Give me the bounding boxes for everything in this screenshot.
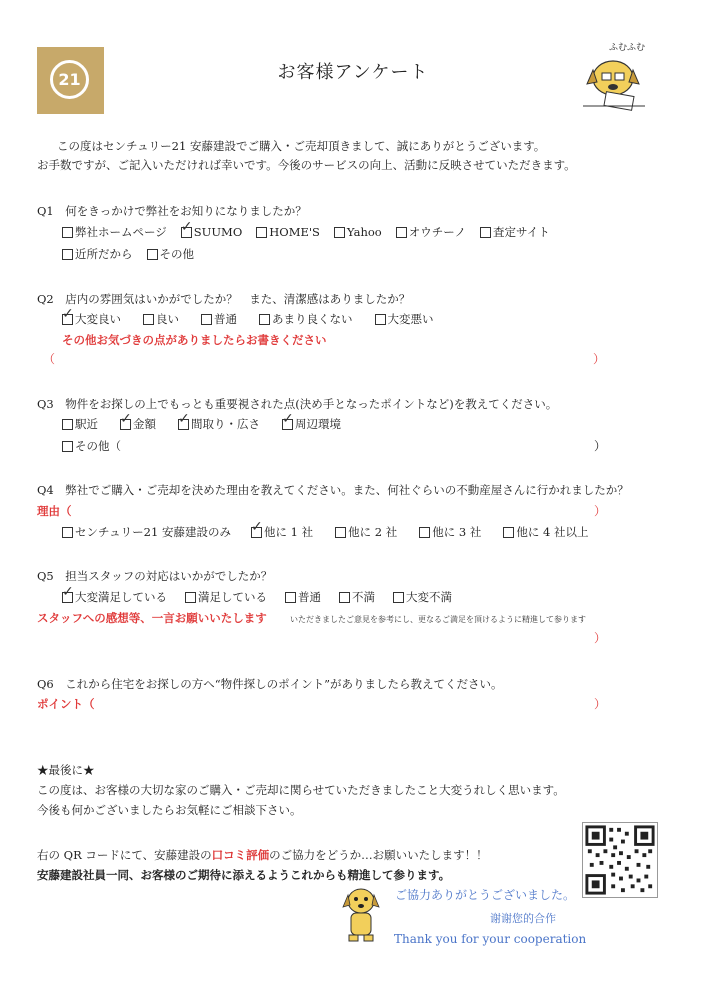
q5-question: Q5 担当スタッフの対応はいかがでしたか？ xyxy=(37,569,273,583)
checkbox[interactable] xyxy=(143,314,154,325)
checkbox[interactable] xyxy=(339,592,350,603)
thanks-english: Thank you for your cooperation xyxy=(394,932,587,946)
option-label: 駅近 xyxy=(75,417,98,431)
closing-line-1: この度は、お客様の大切な家のご購入・ご売却に関らせていただきましたこと大変うれしく思います。 xyxy=(37,783,565,797)
q1-options-row1 xyxy=(62,224,564,240)
q3-other-row xyxy=(62,438,135,454)
q2-comment-prompt: その他お気づきの点がありましたらお書きください xyxy=(62,333,327,347)
option-label: 大変不満 xyxy=(406,590,452,604)
q1-option-assessment-site[interactable] xyxy=(480,224,550,240)
mascot-dog-icon xyxy=(338,885,384,943)
checkbox[interactable] xyxy=(147,249,158,260)
option-label: その他（ xyxy=(75,439,121,453)
q4-option-only[interactable] xyxy=(62,524,231,540)
option-label: Yahoo xyxy=(346,225,382,239)
q4-option-4plus[interactable] xyxy=(503,524,588,540)
q3-option-station[interactable] xyxy=(62,416,98,432)
checkbox[interactable] xyxy=(62,441,73,452)
q6-paren-close: ） xyxy=(594,697,607,711)
option-label: 大変悪い xyxy=(387,312,434,326)
q5-comment-field[interactable] xyxy=(40,630,585,646)
checkbox[interactable] xyxy=(335,527,346,538)
checkbox[interactable] xyxy=(62,419,73,430)
q2-option-good[interactable] xyxy=(143,311,179,327)
q4-question: Q4 弊社でご購入・ご売却を決めた理由を教えてください。また、何社ぐらいの不動産屋さんに行かれましたか？ xyxy=(37,483,629,497)
checkbox[interactable] xyxy=(334,227,345,238)
option-label: 他に 2 社 xyxy=(348,525,398,539)
checkbox-checked[interactable] xyxy=(282,419,293,430)
q1-option-yahoo[interactable] xyxy=(334,224,382,240)
mascot-speech-text: ふむふむ xyxy=(609,43,646,53)
closing-line-2: 今後も何かございましたらお気軽にご相談下さい。 xyxy=(37,803,302,817)
closing-line-3 xyxy=(37,847,488,863)
q1-option-other[interactable] xyxy=(147,246,195,262)
q1-option-nearby[interactable] xyxy=(62,246,133,262)
option-label: あまり良くない xyxy=(272,312,353,326)
option-label: オウチーノ xyxy=(408,225,467,239)
option-label: 他に 4 社以上 xyxy=(516,525,589,539)
closing-heading: ★最後に★ xyxy=(37,763,95,777)
q5-option-satisfied[interactable] xyxy=(185,589,267,605)
checkbox[interactable] xyxy=(503,527,514,538)
thanks-chinese: 谢谢您的合作 xyxy=(490,912,556,925)
option-label: 普通 xyxy=(214,312,237,326)
option-label: 良い xyxy=(156,312,179,326)
q4-reason-field[interactable] xyxy=(80,503,585,519)
q5-comment-prompt: スタッフへの感想等、一言お願いいたします xyxy=(37,611,267,625)
page-title: お客様アンケート xyxy=(277,62,429,83)
review-highlight: 口コミ評価 xyxy=(211,848,270,862)
option-label: 近所だから xyxy=(75,247,133,261)
option-label: 金額 xyxy=(133,417,156,431)
option-label: 普通 xyxy=(298,590,321,604)
closing-line-3-start: 右の QR コードにて、安藤建設の xyxy=(37,848,212,862)
checkbox[interactable] xyxy=(185,592,196,603)
checkbox[interactable] xyxy=(256,227,267,238)
checkbox[interactable] xyxy=(285,592,296,603)
checkbox[interactable] xyxy=(62,249,73,260)
option-label: 他に 1 社 xyxy=(263,525,314,539)
q5-note: いただきましたご意見を参考にし、更なるご満足を頂けるように精進して参ります xyxy=(290,615,586,624)
q5-option-average[interactable] xyxy=(285,589,321,605)
q1-option-homes[interactable] xyxy=(256,224,320,240)
checkbox[interactable] xyxy=(62,227,73,238)
q4-option-1[interactable] xyxy=(251,524,313,540)
thanks-japanese: ご協力ありがとうございました。 xyxy=(395,888,576,902)
checkbox-checked[interactable] xyxy=(62,592,73,603)
q5-option-very-satisfied[interactable] xyxy=(62,589,167,605)
q2-option-very-good[interactable] xyxy=(62,311,121,327)
q3-other-field[interactable] xyxy=(130,438,585,454)
q6-question: Q6 これから住宅をお探しの方へ“物件探しのポイント”がありましたら教えてください。 xyxy=(37,677,503,691)
q4-reason-label: 理由（ xyxy=(37,504,72,518)
q1-options-row2 xyxy=(62,246,208,262)
checkbox-checked[interactable] xyxy=(181,227,192,238)
checkbox-checked[interactable] xyxy=(178,419,189,430)
closing-line-3-end: のご協力をどうか…お願いいたします！！ xyxy=(269,848,488,862)
option-label: 大変良い xyxy=(75,312,121,326)
option-label: 他に 3 社 xyxy=(432,525,482,539)
option-label: SUUMO xyxy=(193,225,243,239)
checkbox[interactable] xyxy=(201,314,212,325)
checkbox[interactable] xyxy=(419,527,430,538)
q2-question: Q2 店内の雰囲気はいかがでしたか？ また、清潔感はありましたか？ xyxy=(37,292,411,306)
q5-paren-close: ） xyxy=(594,631,607,645)
q3-paren-close: ） xyxy=(594,439,607,453)
q1-option-ouchino[interactable] xyxy=(396,224,466,240)
q2-option-very-bad[interactable] xyxy=(375,311,434,327)
checkbox-checked[interactable] xyxy=(251,527,262,538)
logo-text: 21 xyxy=(58,70,81,89)
q2-paren-close: ） xyxy=(593,352,606,366)
q6-point-label: ポイント（ xyxy=(37,697,95,711)
q5-option-very-dissatisfied[interactable] xyxy=(393,589,452,605)
q4-paren-close: ） xyxy=(594,504,607,518)
q2-options xyxy=(62,311,448,327)
checkbox[interactable] xyxy=(396,227,407,238)
q2-paren-open: （ xyxy=(43,352,56,366)
q3-option-price[interactable] xyxy=(120,416,156,432)
q6-point-field[interactable] xyxy=(105,696,585,712)
q2-comment-field[interactable] xyxy=(58,352,588,368)
closing-line-4: 安藤建設社員一同、お客様のご期待に添えるようこれからも精進して参ります。 xyxy=(37,868,451,882)
option-label: 不満 xyxy=(352,590,375,604)
q2-option-not-good[interactable] xyxy=(259,311,353,327)
q1-option-suumo[interactable] xyxy=(181,224,242,240)
q4-option-2[interactable] xyxy=(335,524,397,540)
option-label: 大変満足している xyxy=(75,590,167,604)
checkbox-checked[interactable] xyxy=(120,419,131,430)
option-label: HOME'S xyxy=(269,225,320,239)
qr-code-icon[interactable] xyxy=(582,822,658,898)
q5-options xyxy=(62,589,466,605)
intro-line-2: お手数ですが、ご記入いただければ幸いです。今後のサービスの向上、活動に反映させていただきます。 xyxy=(37,158,576,172)
checkbox[interactable] xyxy=(375,314,386,325)
mascot-dog-writing-icon xyxy=(575,38,655,113)
q1-option-homepage[interactable] xyxy=(62,224,167,240)
option-label: 満足している xyxy=(198,590,267,604)
option-label: センチュリー21 安藤建設のみ xyxy=(75,525,231,539)
option-label: 間取り・広さ xyxy=(191,417,260,431)
checkbox[interactable] xyxy=(393,592,404,603)
checkbox[interactable] xyxy=(480,227,491,238)
q5-option-dissatisfied[interactable] xyxy=(339,589,375,605)
checkbox[interactable] xyxy=(62,527,73,538)
option-label: 査定サイト xyxy=(493,225,550,239)
option-label: その他 xyxy=(159,247,194,261)
option-label: 周辺環境 xyxy=(295,417,341,431)
q4-option-3[interactable] xyxy=(419,524,481,540)
q2-option-average[interactable] xyxy=(201,311,237,327)
q4-options xyxy=(62,524,603,540)
q3-options xyxy=(62,416,355,432)
checkbox-checked[interactable] xyxy=(62,314,73,325)
q3-option-layout[interactable] xyxy=(178,416,260,432)
q1-question: Q1 何をきっかけで弊社をお知りになりましたか？ xyxy=(37,204,307,218)
q3-option-environment[interactable] xyxy=(282,416,341,432)
intro-line-1: この度はセンチュリー21 安藤建設でご購入・ご売却頂きまして、誠にありがとうございます。 xyxy=(57,139,546,153)
q3-question: Q3 物件をお探しの上でもっとも重要視された点(決め手となったポイントなど)を教えてください。 xyxy=(37,397,558,411)
checkbox[interactable] xyxy=(259,314,270,325)
q3-option-other[interactable] xyxy=(62,438,121,454)
option-label: 弊社ホームページ xyxy=(75,225,167,239)
